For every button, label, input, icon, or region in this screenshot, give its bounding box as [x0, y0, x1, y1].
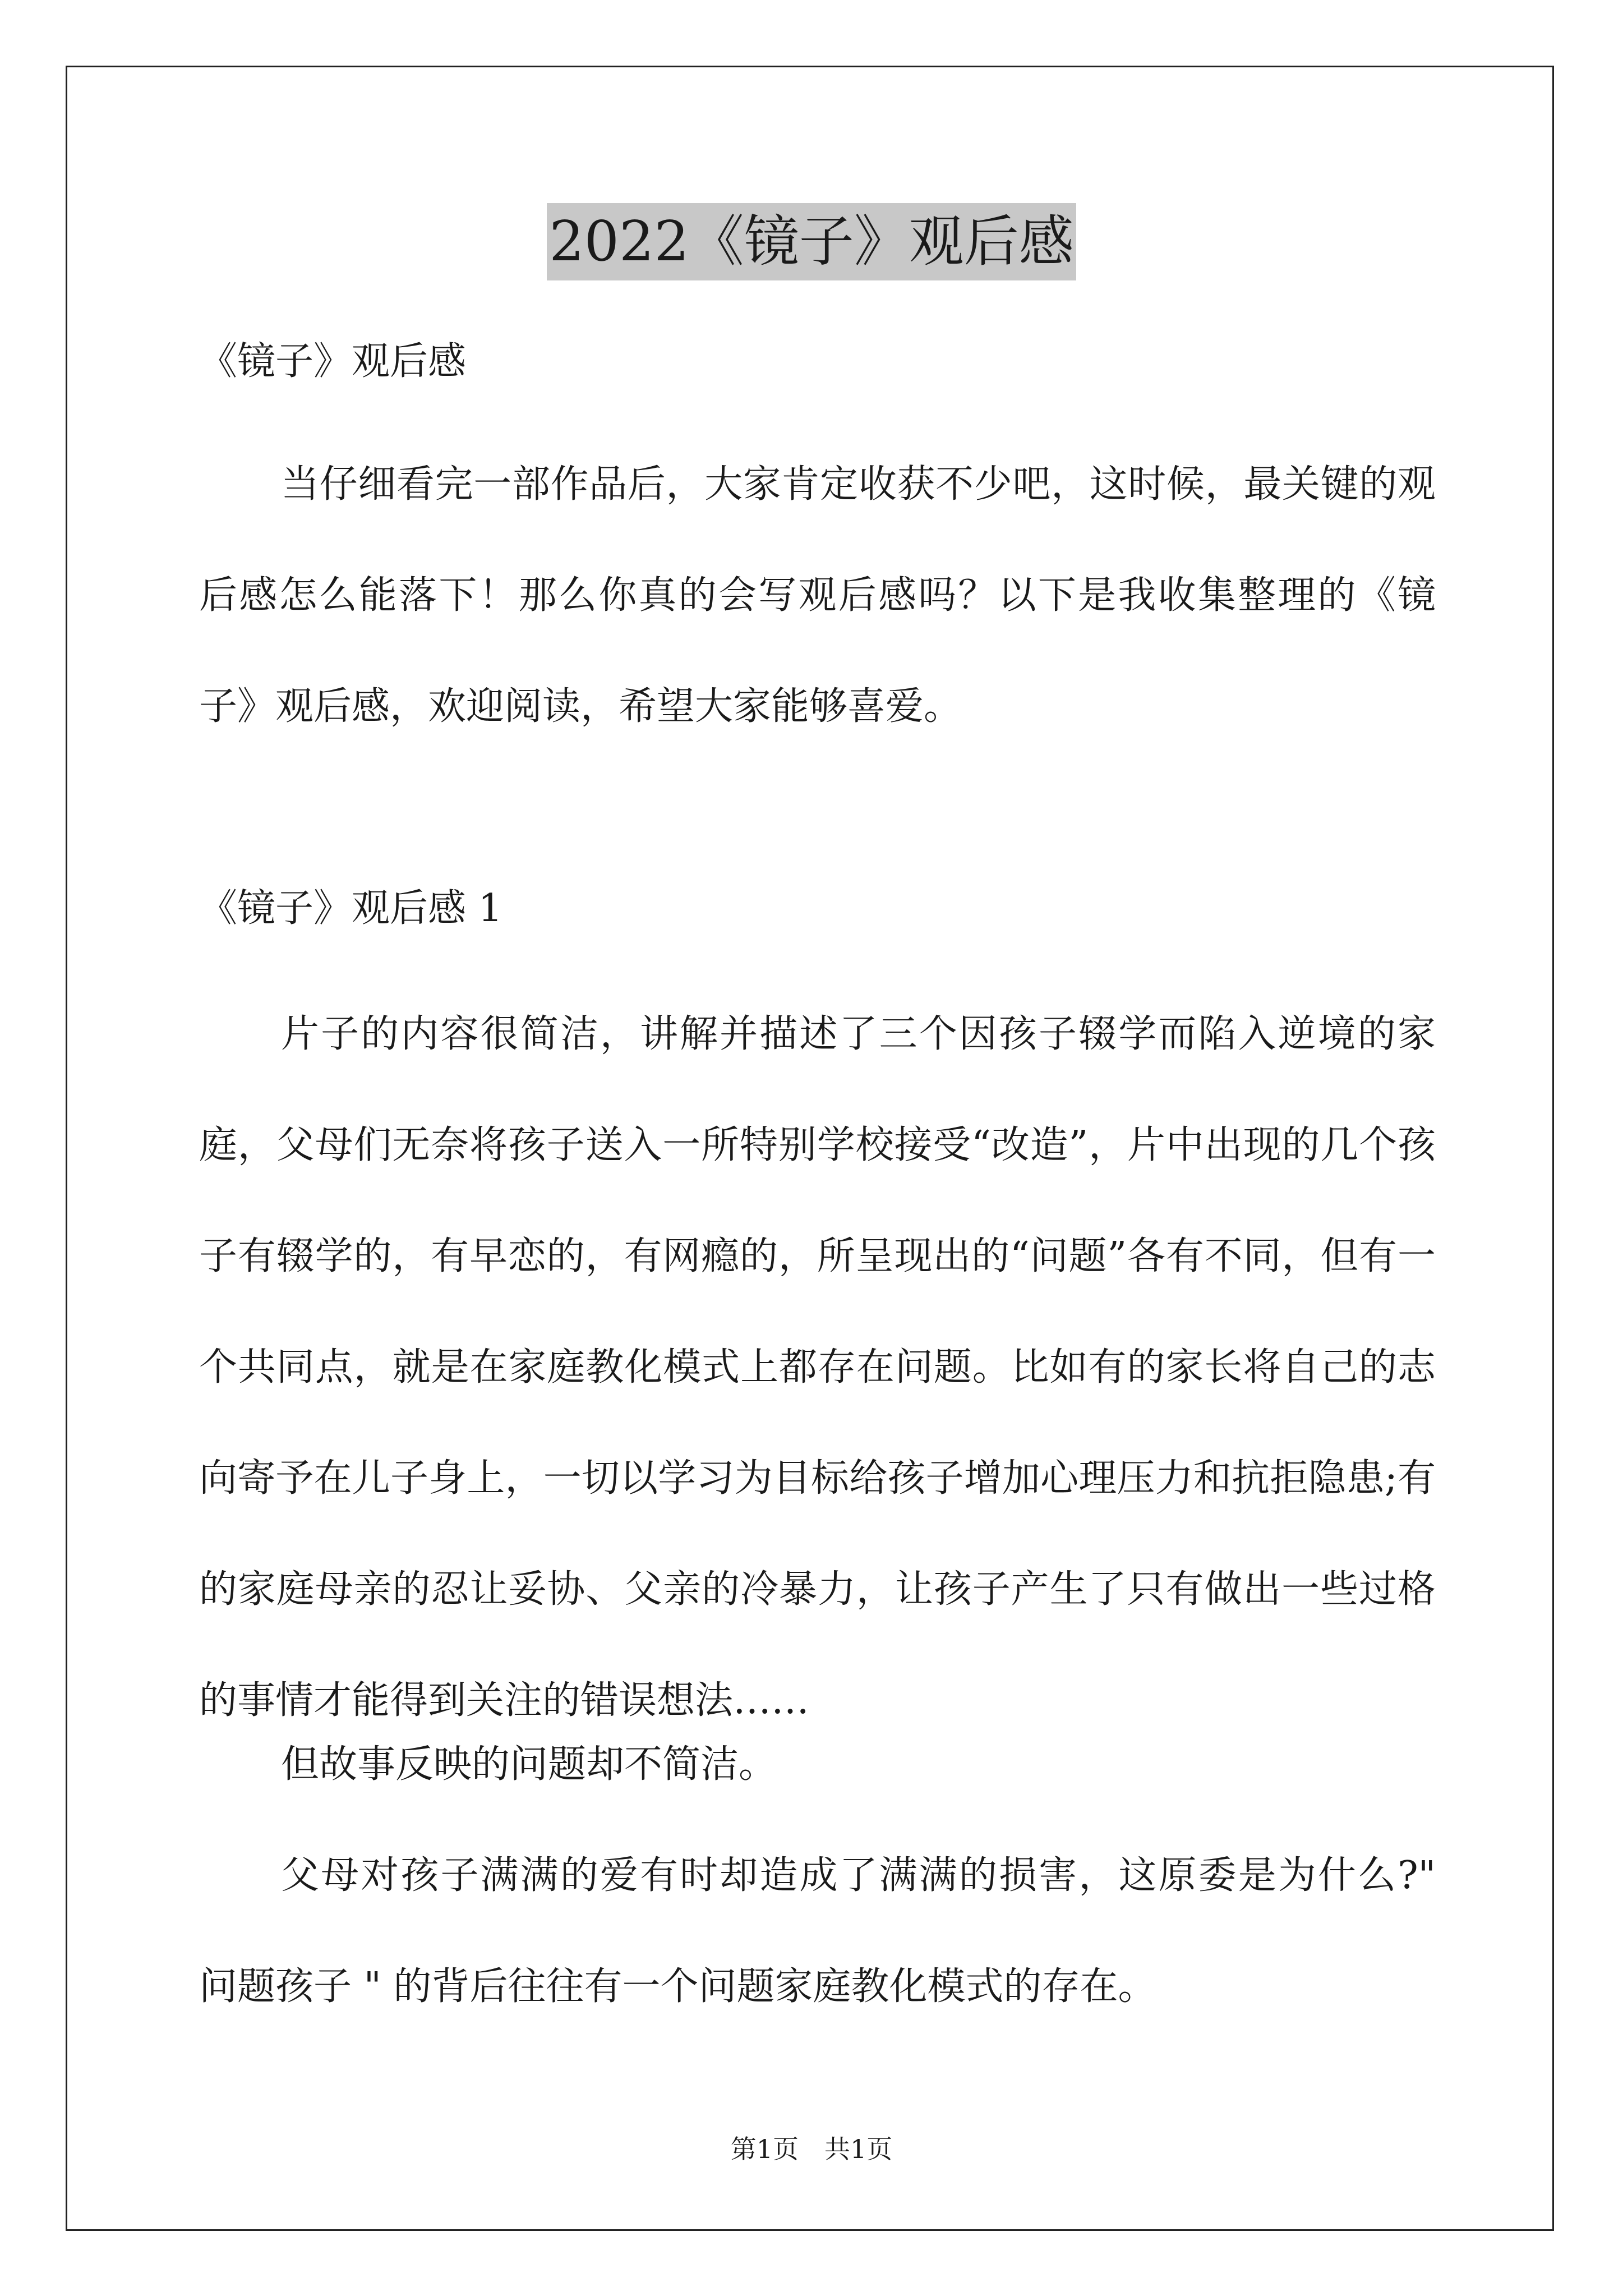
page-footer: 第1页 共1页 [730, 2134, 893, 2164]
intro-paragraph: 当仔细看完一部作品后，大家肯定收获不少吧，这时候，最关键的观后感怎么能落下！那么你真的会写观后感吗？以下是我收集整理的《镜子》观后感，欢迎阅读，希望大家能够喜爱。 [199, 462, 1436, 729]
document-subtitle: 《镜子》观后感 [199, 339, 467, 384]
document-title: 2022《镜子》观后感 [547, 203, 1076, 280]
body-paragraph: 但故事反映的问题却不简洁。 [281, 1742, 777, 1787]
section-heading: 《镜子》观后感 1 [199, 886, 502, 931]
body-paragraph: 父母对孩子满满的爱有时却造成了满满的损害，这原委是为什么?" 问题孩子 " 的背后往往有一个问题家庭教化模式的存在。 [199, 1853, 1436, 2009]
title-wrap [0, 203, 1623, 280]
body-paragraph: 片子的内容很简洁，讲解并描述了三个因孩子辍学而陷入逆境的家庭，父母们无奈将孩子送入一所特别学校接受“改造”，片中出现的几个孩子有辍学的，有早恋的，有网瘾的，所呈现出的“问题”各有不同，但有一个共同点，就是在家庭教化模式上都存在问题。比如有的家长将自己的志向寄予在儿子身上，一切以学习为目标给孩子增加心理压力和抗拒隐患;有的家庭母亲的忍让妥协、父亲的冷暴力，让孩子产生了只有做出一些过格的事情才能得到关注的错误想法…… [199, 1012, 1436, 1723]
